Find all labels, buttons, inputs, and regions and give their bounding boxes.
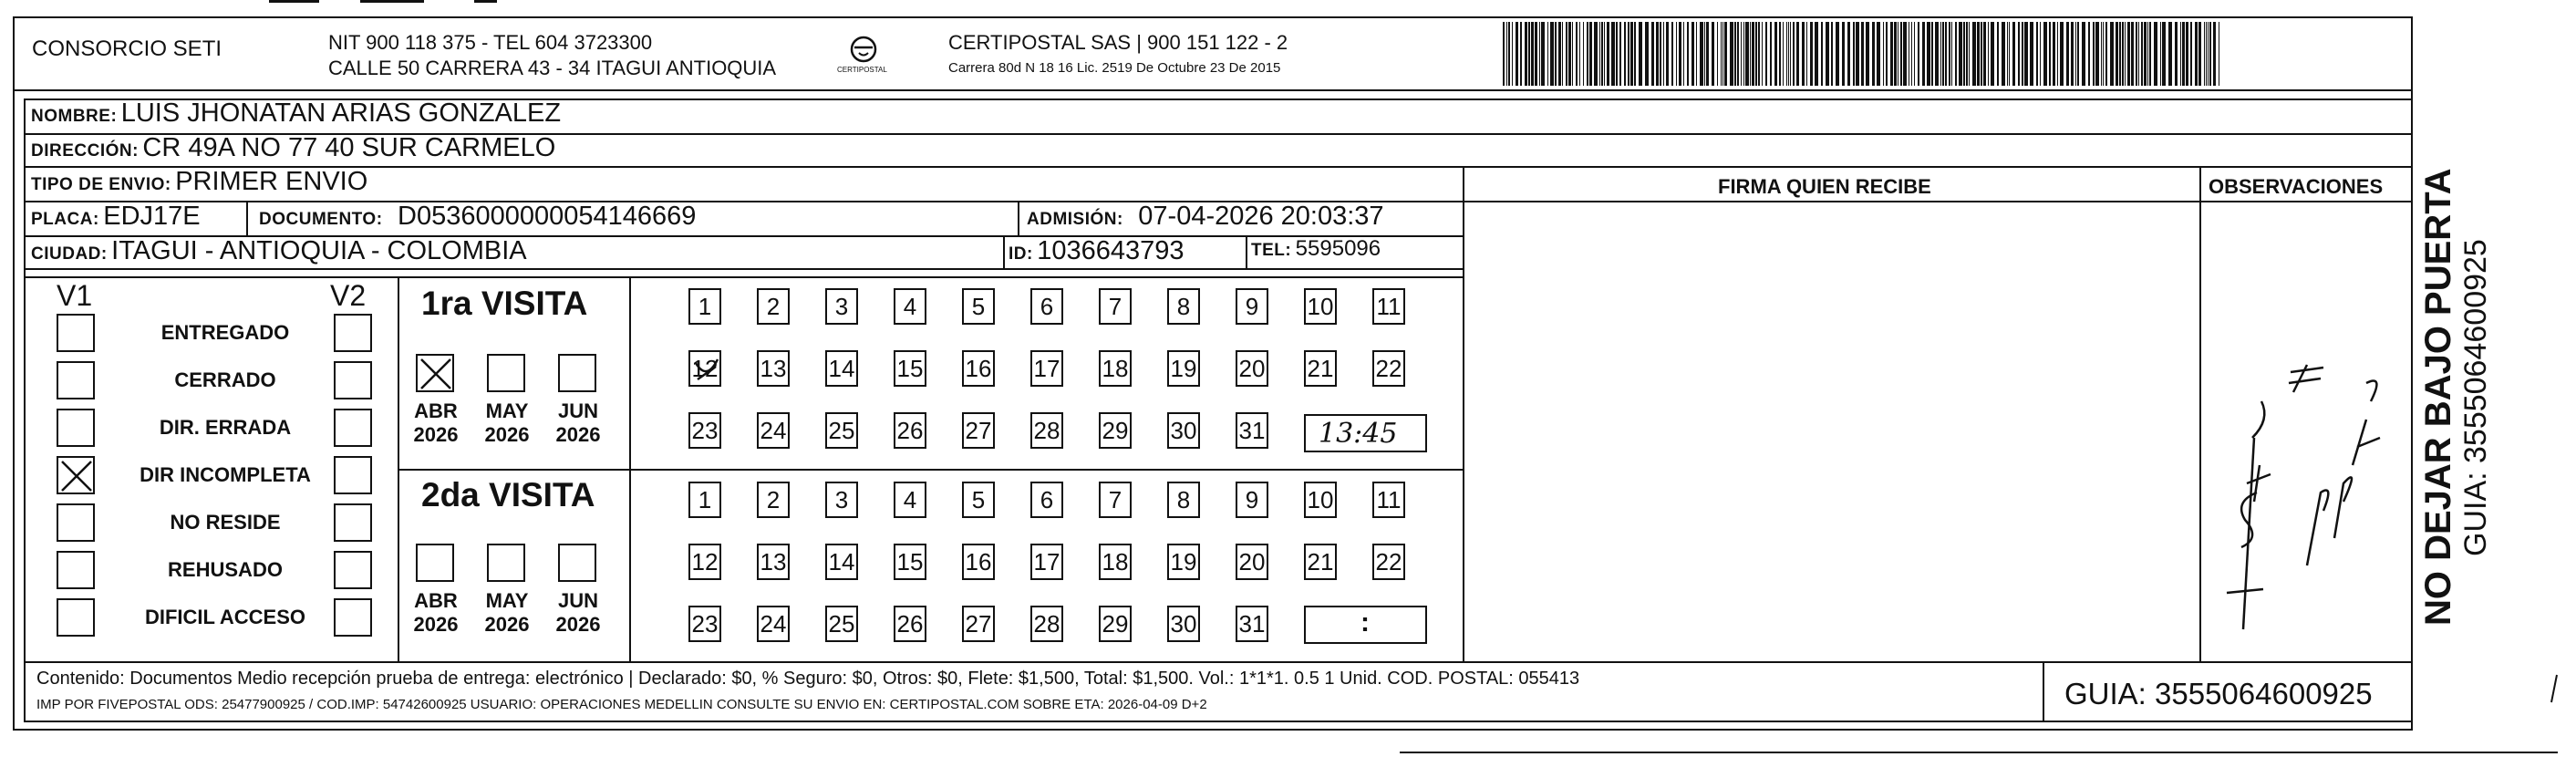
tipo-envio-row bbox=[31, 167, 367, 197]
first-visit-day-box[interactable]: 12 bbox=[688, 350, 721, 387]
direccion-label: DIRECCIÓN: bbox=[31, 141, 139, 161]
first-visit-day-box[interactable]: 8 bbox=[1167, 288, 1200, 325]
second-visit-day-box[interactable]: 2 bbox=[757, 482, 790, 518]
status-label: CERRADO bbox=[174, 368, 276, 391]
year-label: 2026 bbox=[555, 423, 601, 446]
status-label: NO RESIDE bbox=[170, 511, 281, 534]
status-v2-checkbox[interactable] bbox=[334, 361, 372, 399]
second-visit-day-box[interactable]: 30 bbox=[1167, 606, 1200, 642]
documento-label: DOCUMENTO: bbox=[259, 210, 383, 229]
status-v1-checkbox[interactable] bbox=[57, 314, 95, 352]
second-visit-day-box[interactable]: 17 bbox=[1030, 544, 1063, 580]
first-visit-day-box[interactable]: 22 bbox=[1372, 350, 1405, 387]
observaciones-header: OBSERVACIONES bbox=[2209, 175, 2384, 198]
first-visit-day-box[interactable]: 9 bbox=[1236, 288, 1268, 325]
second-visit-day-box[interactable]: 3 bbox=[825, 482, 858, 518]
second-visit-day-box[interactable]: 19 bbox=[1167, 544, 1200, 580]
first-visit-day-box[interactable]: 13 bbox=[757, 350, 790, 387]
status-v1-checkbox[interactable] bbox=[57, 456, 95, 494]
year-label: 2026 bbox=[413, 613, 459, 636]
tel-value: 5595096 bbox=[1295, 236, 1381, 261]
footer-guia: GUIA: 3555064600925 bbox=[2064, 677, 2373, 710]
status-label: REHUSADO bbox=[168, 558, 283, 581]
month-label: JUN bbox=[557, 589, 598, 612]
admision-value: 07-04-2026 20:03:37 bbox=[1138, 202, 1384, 231]
second-visit-day-box[interactable]: 15 bbox=[894, 544, 926, 580]
footer-contenido: Contenido: Documentos Medio recepción prueba de entrega: electrónico | Declarado: $0, % Seguro: $0, Otros: $0, Flete: $1,500, Total: $1,500. Vol.: 1*1*1. 0.5 1 Unid. COD. POSTAL: 055413 bbox=[36, 669, 1580, 689]
first-visit-day-box[interactable]: 1 bbox=[688, 288, 721, 325]
month-label: MAY bbox=[485, 399, 529, 422]
first-visit-day-box[interactable]: 24 bbox=[757, 412, 790, 449]
first-visit-day-box[interactable]: 10 bbox=[1304, 288, 1337, 325]
admision-label: ADMISIÓN: bbox=[1027, 210, 1123, 229]
first-visit-day-box[interactable]: 15 bbox=[894, 350, 926, 387]
year-label: 2026 bbox=[413, 423, 459, 446]
side-warning: NO DEJAR BAJO PUERTA bbox=[2418, 168, 2458, 626]
first-visit-day-box[interactable]: 3 bbox=[825, 288, 858, 325]
second-visit-day-box[interactable]: 18 bbox=[1099, 544, 1132, 580]
nit-line-1: NIT 900 118 375 - TEL 604 3723300 bbox=[328, 31, 653, 54]
nombre-row bbox=[31, 99, 561, 129]
second-visit-day-box[interactable]: 23 bbox=[688, 606, 721, 642]
first-visit-title: 1ra VISITA bbox=[421, 285, 588, 322]
placa-row bbox=[31, 202, 201, 232]
side-guia: GUIA: 3555064600925 bbox=[2458, 239, 2493, 556]
status-v1-checkbox[interactable] bbox=[57, 503, 95, 542]
second-visit-day-box[interactable]: 5 bbox=[962, 482, 995, 518]
first-visit-day-box[interactable]: 2 bbox=[757, 288, 790, 325]
second-visit-time-box[interactable] bbox=[1304, 606, 1427, 644]
company-name: CONSORCIO SETI bbox=[32, 36, 222, 61]
second-visit-day-box[interactable]: 8 bbox=[1167, 482, 1200, 518]
ciudad-value: ITAGUI - ANTIOQUIA - COLOMBIA bbox=[111, 236, 527, 265]
second-visit-day-box[interactable]: 31 bbox=[1236, 606, 1268, 642]
tel-label: TEL: bbox=[1251, 241, 1292, 260]
second-visit-day-box[interactable]: 4 bbox=[894, 482, 926, 518]
first-visit-day-box[interactable]: 27 bbox=[962, 412, 995, 449]
first-visit-month-checkbox[interactable] bbox=[416, 354, 454, 392]
second-visit-day-box[interactable]: 29 bbox=[1099, 606, 1132, 642]
scan-mark bbox=[360, 0, 424, 3]
second-visit-day-box[interactable]: 12 bbox=[688, 544, 721, 580]
status-label: DIR. ERRADA bbox=[159, 416, 292, 439]
scan-mark bbox=[2548, 673, 2559, 704]
month-label: ABR bbox=[414, 399, 458, 422]
year-label: 2026 bbox=[484, 613, 530, 636]
first-visit-day-box[interactable]: 7 bbox=[1099, 288, 1132, 325]
ciudad-label: CIUDAD: bbox=[31, 244, 108, 264]
second-visit-day-box[interactable]: 21 bbox=[1304, 544, 1337, 580]
second-visit-day-box[interactable]: 22 bbox=[1372, 544, 1405, 580]
first-visit-day-box[interactable]: 17 bbox=[1030, 350, 1063, 387]
firma-header: FIRMA QUIEN RECIBE bbox=[1718, 175, 1931, 198]
second-visit-title: 2da VISITA bbox=[421, 476, 595, 513]
first-visit-day-box[interactable]: 20 bbox=[1236, 350, 1268, 387]
month-label: JUN bbox=[557, 399, 598, 422]
status-v2-checkbox[interactable] bbox=[334, 598, 372, 637]
status-v1-checkbox[interactable] bbox=[57, 409, 95, 447]
observaciones-handwriting bbox=[2207, 328, 2398, 648]
placa-value: EDJ17E bbox=[103, 202, 201, 231]
first-visit-time-box[interactable] bbox=[1304, 414, 1427, 452]
scan-mark bbox=[474, 0, 497, 3]
status-v1-checkbox[interactable] bbox=[57, 598, 95, 637]
second-visit-day-box[interactable]: 16 bbox=[962, 544, 995, 580]
second-visit-month-checkbox[interactable] bbox=[487, 544, 525, 582]
first-visit-day-box[interactable]: 31 bbox=[1236, 412, 1268, 449]
status-label: DIFICIL ACCESO bbox=[144, 606, 305, 628]
second-visit-day-box[interactable]: 20 bbox=[1236, 544, 1268, 580]
status-v2-checkbox[interactable] bbox=[334, 503, 372, 542]
status-label: DIR INCOMPLETA bbox=[140, 463, 311, 486]
second-visit-day-box[interactable]: 7 bbox=[1099, 482, 1132, 518]
status-v2-checkbox[interactable] bbox=[334, 314, 372, 352]
first-visit-time: 13:45 bbox=[1319, 418, 1398, 450]
second-visit-day-box[interactable]: 14 bbox=[825, 544, 858, 580]
second-visit-day-box[interactable]: 10 bbox=[1304, 482, 1337, 518]
second-visit-day-box[interactable]: 25 bbox=[825, 606, 858, 642]
first-visit-day-box[interactable]: 11 bbox=[1372, 288, 1405, 325]
second-visit-time: : bbox=[1360, 607, 1370, 638]
second-visit-day-box[interactable]: 13 bbox=[757, 544, 790, 580]
direccion-value: CR 49A NO 77 40 SUR CARMELO bbox=[142, 133, 556, 162]
status-label: ENTREGADO bbox=[160, 321, 290, 344]
tel-row bbox=[1251, 236, 1381, 262]
first-visit-day-box[interactable]: 26 bbox=[894, 412, 926, 449]
first-visit-day-box[interactable]: 4 bbox=[894, 288, 926, 325]
first-visit-month-checkbox[interactable] bbox=[487, 354, 525, 392]
certipostal-line-1: CERTIPOSTAL SAS | 900 151 122 - 2 bbox=[948, 31, 1288, 54]
direccion-row bbox=[31, 133, 555, 163]
second-visit-day-box[interactable]: 1 bbox=[688, 482, 721, 518]
month-label: ABR bbox=[414, 589, 458, 612]
first-visit-day-box[interactable]: 21 bbox=[1304, 350, 1337, 387]
status-v1-checkbox[interactable] bbox=[57, 551, 95, 589]
first-visit-day-box[interactable]: 5 bbox=[962, 288, 995, 325]
second-visit-day-box[interactable]: 24 bbox=[757, 606, 790, 642]
year-label: 2026 bbox=[484, 423, 530, 446]
tipo-envio-label: TIPO DE ENVIO: bbox=[31, 175, 171, 194]
first-visit-day-box[interactable]: 6 bbox=[1030, 288, 1063, 325]
status-v2-checkbox[interactable] bbox=[334, 409, 372, 447]
footer-imp: IMP POR FIVEPOSTAL ODS: 25477900925 / COD.IMP: 54742600925 USUARIO: OPERACIONES MEDELLIN CONSULTE SU ENVIO EN: CERTIPOSTAL.COM SOBRE ETA: 2026-04-09 D+2 bbox=[36, 697, 1207, 712]
first-visit-day-box[interactable]: 19 bbox=[1167, 350, 1200, 387]
scan-mark bbox=[1400, 752, 2558, 753]
first-visit-month-checkbox[interactable] bbox=[558, 354, 596, 392]
second-visit-day-box[interactable]: 6 bbox=[1030, 482, 1063, 518]
second-visit-day-box[interactable]: 11 bbox=[1372, 482, 1405, 518]
tipo-envio-value: PRIMER ENVIO bbox=[175, 167, 368, 196]
status-v2-checkbox[interactable] bbox=[334, 551, 372, 589]
nit-line-2: CALLE 50 CARRERA 43 - 34 ITAGUI ANTIOQUIA bbox=[328, 57, 777, 79]
admision-row bbox=[1027, 202, 1384, 232]
scan-mark bbox=[269, 0, 319, 3]
second-visit-day-box[interactable]: 26 bbox=[894, 606, 926, 642]
first-visit-day-box[interactable]: 16 bbox=[962, 350, 995, 387]
certipostal-line-2: Carrera 80d N 18 16 Lic. 2519 De Octubre 23 De 2015 bbox=[948, 60, 1281, 76]
first-visit-day-box[interactable]: 14 bbox=[825, 350, 858, 387]
status-v1-checkbox[interactable] bbox=[57, 361, 95, 399]
nombre-value: LUIS JHONATAN ARIAS GONZALEZ bbox=[120, 99, 562, 128]
v2-label: V2 bbox=[330, 279, 367, 312]
first-visit-day-box[interactable]: 23 bbox=[688, 412, 721, 449]
first-visit-day-box[interactable]: 29 bbox=[1099, 412, 1132, 449]
status-v2-checkbox[interactable] bbox=[334, 456, 372, 494]
logo-text: CERTIPOSTAL bbox=[837, 66, 887, 74]
ciudad-row bbox=[31, 236, 527, 266]
documento-value: D0536000000054146669 bbox=[398, 202, 697, 231]
second-visit-day-box[interactable]: 9 bbox=[1236, 482, 1268, 518]
id-label: ID: bbox=[1009, 244, 1033, 264]
month-label: MAY bbox=[485, 589, 529, 612]
nombre-label: NOMBRE: bbox=[31, 107, 118, 126]
placa-label: PLACA: bbox=[31, 210, 99, 229]
first-visit-day-box[interactable]: 30 bbox=[1167, 412, 1200, 449]
id-value: 1036643793 bbox=[1037, 236, 1185, 265]
id-row bbox=[1009, 236, 1185, 266]
second-visit-month-checkbox[interactable] bbox=[416, 544, 454, 582]
v1-label: V1 bbox=[57, 279, 93, 312]
second-visit-day-box[interactable]: 28 bbox=[1030, 606, 1063, 642]
year-label: 2026 bbox=[555, 613, 601, 636]
first-visit-day-box[interactable]: 18 bbox=[1099, 350, 1132, 387]
documento-row bbox=[259, 202, 696, 232]
first-visit-day-box[interactable]: 28 bbox=[1030, 412, 1063, 449]
first-visit-day-box[interactable]: 25 bbox=[825, 412, 858, 449]
second-visit-day-box[interactable]: 27 bbox=[962, 606, 995, 642]
second-visit-month-checkbox[interactable] bbox=[558, 544, 596, 582]
